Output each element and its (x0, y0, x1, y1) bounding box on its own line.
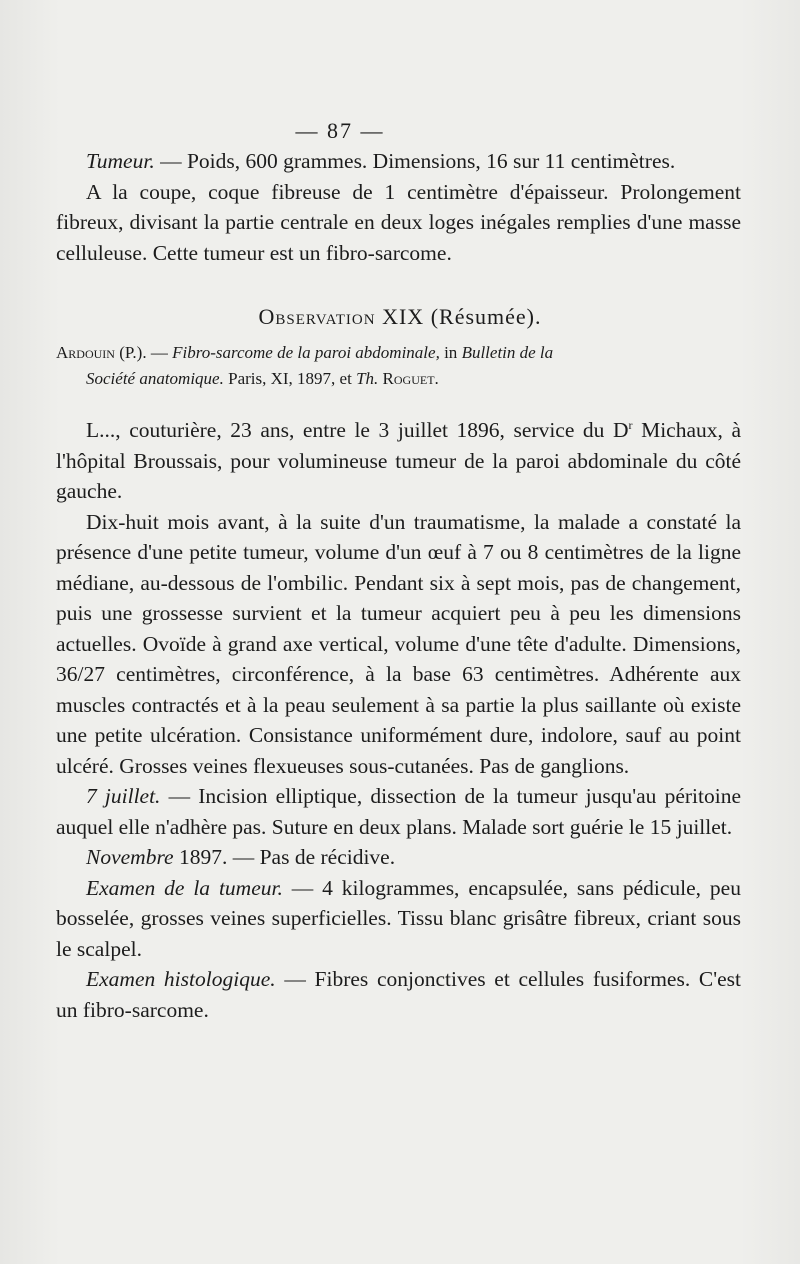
p4-text: 1897. — Pas de récidive. (173, 845, 396, 869)
body-paragraph-5 (56, 873, 741, 965)
biblio-in: in (439, 343, 462, 362)
coupe-paragraph: A la coupe, coque fibreuse de 1 centimètre d'épaisseur. Prolongement fibreux, divisant la partie centrale en deux loges inégales remplies d'une masse celluleuse. Cette tumeur est un fibro-sarcome. (56, 179, 741, 265)
observation-body (56, 415, 741, 1025)
intro-section (56, 146, 741, 268)
p1-text-b: Michaux, à l'hôpital Broussais, pour volumineuse tumeur de la paroi abdominale du côté gauche. (56, 418, 741, 503)
biblio-th: Th. (356, 369, 379, 388)
tumeur-label: Tumeur. (86, 149, 155, 173)
biblio-author: Ardouin (56, 343, 115, 362)
tumeur-text: — Poids, 600 grammes. Dimensions, 16 sur 11 centimètres. (154, 149, 676, 173)
p3-text: — Incision elliptique, dissection de la tumeur jusqu'au péritoine auquel elle n'adhère pas. Suture en deux plans. Malade sort guérie le 15 juillet. (56, 784, 741, 839)
bibliographic-reference (56, 340, 741, 392)
body-paragraph-1 (56, 415, 741, 507)
body-paragraph-4 (56, 842, 741, 873)
biblio-line-2 (56, 366, 741, 392)
biblio-journal-2: Société anatomique. (86, 369, 224, 388)
observation-title-rest: XIX (Résumée). (375, 304, 542, 329)
p4-label: Novembre (86, 845, 174, 869)
biblio-journal: Bulletin de la (461, 343, 554, 362)
observation-title (0, 304, 800, 330)
tumeur-paragraph (56, 146, 741, 177)
p1-text-a: L..., couturière, 23 ans, entre le 3 juillet 1896, service du D (86, 418, 629, 442)
biblio-roguet: Roguet. (378, 369, 439, 388)
p1-superscript: r (628, 417, 633, 432)
body-paragraph-6 (56, 964, 741, 1025)
biblio-work: Fibro-sarcome de la paroi abdominale, (172, 343, 440, 362)
biblio-pub: Paris, XI, 1897, et (223, 369, 357, 388)
body-paragraph-2: Dix-huit mois avant, à la suite d'un traumatisme, la malade a constaté la présence d'une petite tumeur, volume d'un œuf à 7 ou 8 centimètres de la ligne médiane, au-dessous de l'ombilic. Pendant six à sept mois, pas de changement, puis une grossesse survient et la tumeur acquiert peu à peu les dimensions actuelles. Ovoïde à grand axe vertical, volume d'une tête d'adulte. Dimensions, 36/27 centimètres, circonférence, à la base 63 centimètres. Adhérente aux muscles contractés et à la peau seulement à sa partie la plus saillante où existe une petite ulcération. Consistance uniformément dure, indolore, sauf au point ulcéré. Grosses veines flexueuses sous-cutanées. Pas de ganglions. (56, 509, 741, 778)
p6-text: — Fibres conjonctives et cellules fusiformes. C'est un fibro-sarcome. (56, 967, 741, 1022)
p3-label: 7 juillet. (86, 784, 161, 808)
body-paragraph-3 (56, 781, 741, 842)
page-number: — 87 — (295, 118, 385, 143)
p6-label: Examen histologique. (86, 967, 276, 991)
biblio-line-1 (56, 340, 741, 366)
biblio-author-rest: (P.). — (114, 343, 173, 362)
observation-title-sc: Observation (258, 304, 376, 329)
p5-label: Examen de la tumeur. (86, 875, 283, 900)
p5-text: — 4 kilogrammes, encapsulée, sans pédicule, peu bosselée, grosses veines superficielles. Tissu blanc grisâtre fibreux, criant sous le scalpel. (56, 875, 741, 961)
